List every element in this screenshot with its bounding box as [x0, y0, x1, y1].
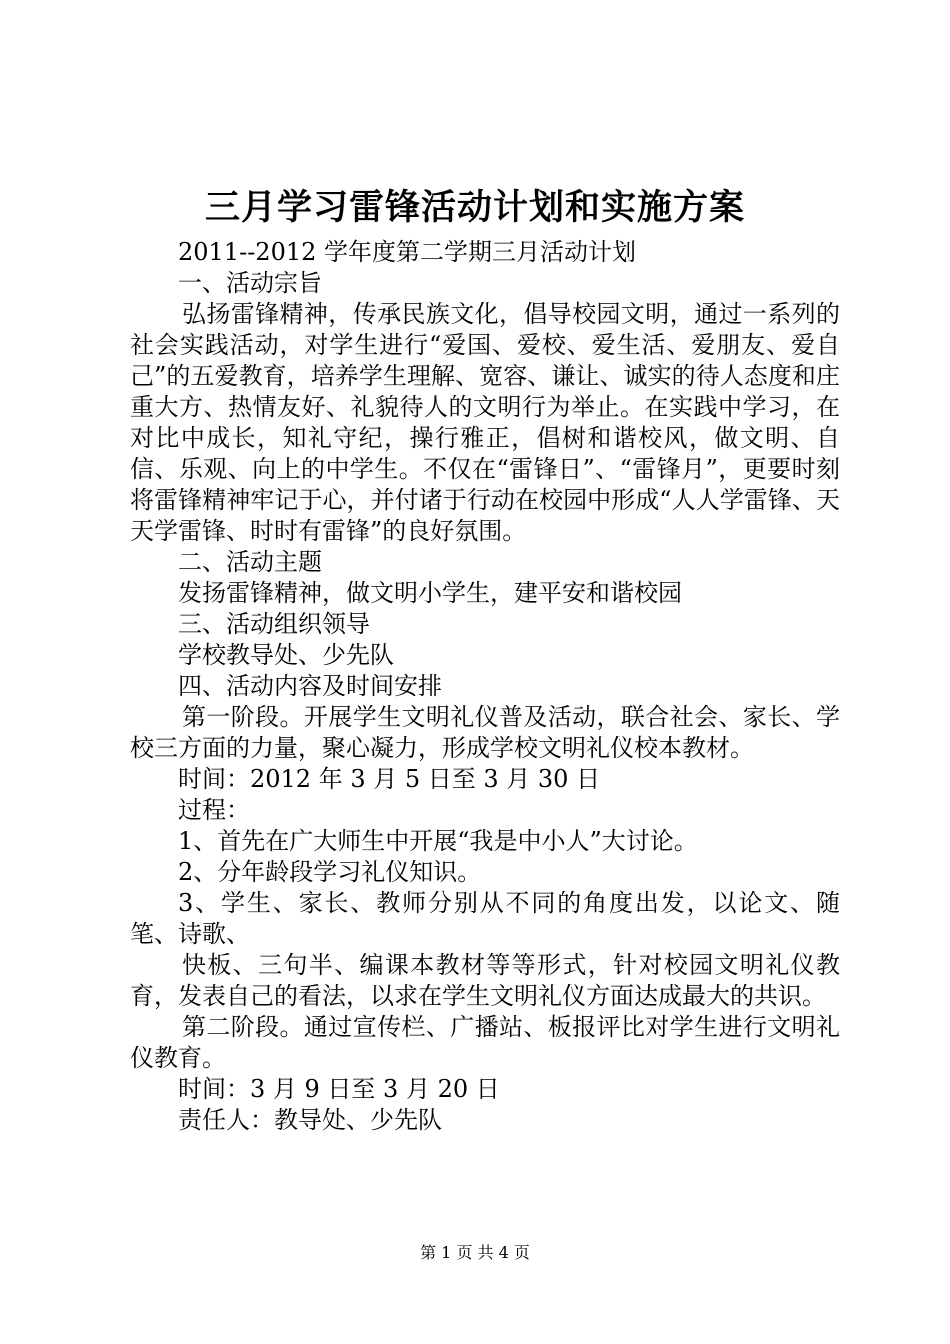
paragraph-organization: 学校教导处、少先队 [178, 641, 394, 669]
list-item-process-3-continued: 快板、三句半、编课本教材等等形式，针对校园文明礼仪教育，发表自己的看法，以求在学生文明礼仪方面达成最大的共识。 [130, 951, 840, 1010]
document-body [130, 237, 840, 1136]
list-item-process-2: 2、分年龄段学习礼仪知识。 [178, 858, 482, 886]
heading-activity-theme: 二、活动主题 [178, 548, 322, 576]
heading-organization: 三、活动组织领导 [178, 610, 370, 638]
heading-content-schedule: 四、活动内容及时间安排 [178, 672, 442, 700]
paragraph-stage-two-time: 时间：3 月 9 日至 3 月 20 日 [178, 1075, 500, 1103]
heading-activity-purpose: 一、活动宗旨 [178, 269, 322, 297]
list-item-process-1: 1、首先在广大师生中开展“我是中小人”大讨论。 [178, 827, 698, 855]
paragraph-semester-plan: 2011--2012 学年度第二学期三月活动计划 [178, 238, 637, 266]
list-item-process-3: 3、学生、家长、教师分别从不同的角度出发，以论文、随笔、诗歌、 [130, 889, 840, 948]
paragraph-stage-two: 第二阶段。通过宣传栏、广播站、板报评比对学生进行文明礼仪教育。 [130, 1013, 840, 1072]
paragraph-stage-two-responsible: 责任人：教导处、少先队 [178, 1106, 442, 1134]
paragraph-activity-purpose: 弘扬雷锋精神，传承民族文化，倡导校园文明，通过一系列的社会实践活动，对学生进行“爱国、爱校、爱生活、爱朋友、爱自己”的五爱教育，培养学生理解、宽容、谦让、诚实的待人态度和庄重大方、热情友好、礼貌待人的文明行为举止。在实践中学习，在对比中成长，知礼守纪，操行雅正，倡树和谐校风，做文明、自信、乐观、向上的中学生。不仅在“雷锋日”、“雷锋月”，更要时刻将雷锋精神牢记于心，并付诸于行动在校园中形成“人人学雷锋、天天学雷锋、时时有雷锋”的良好氛围。 [130, 300, 840, 545]
document-title: 三月学习雷锋活动计划和实施方案 [204, 188, 745, 228]
paragraph-stage-one: 第一阶段。开展学生文明礼仪普及活动，联合社会、家长、学校三方面的力量，聚心凝力，形成学校文明礼仪校本教材。 [130, 703, 840, 762]
page-number-footer: 第 1 页 共 4 页 [420, 1243, 530, 1262]
paragraph-stage-one-time: 时间：2012 年 3 月 5 日至 3 月 30 日 [178, 765, 601, 793]
paragraph-process-label: 过程： [178, 796, 250, 824]
paragraph-activity-theme: 发扬雷锋精神，做文明小学生，建平安和谐校园 [178, 579, 682, 607]
